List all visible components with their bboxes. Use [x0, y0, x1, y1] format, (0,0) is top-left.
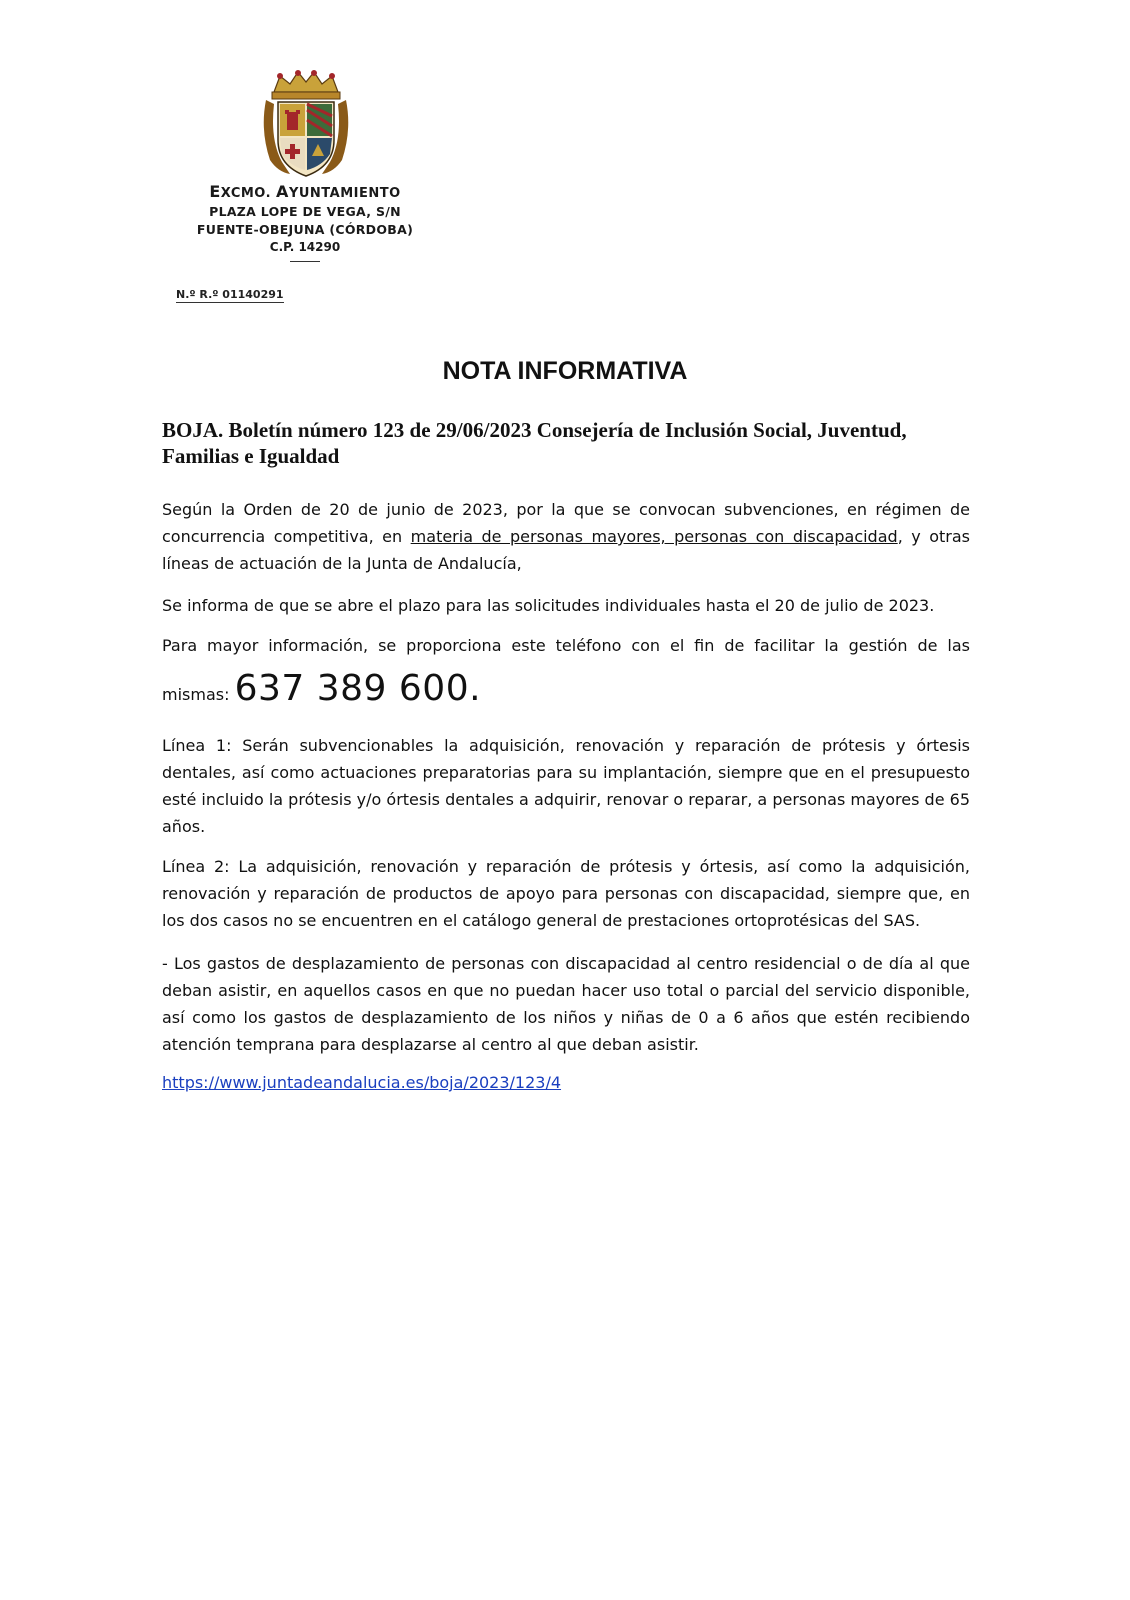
boja-link[interactable]: https://www.juntadeandalucia.es/boja/2023/123/4 — [162, 1073, 562, 1092]
letterhead-text — [170, 182, 440, 262]
boja-heading: BOJA. Boletín número 123 de 29/06/2023 Consejería de Inclusión Social, Juventud, Familias e Igualdad — [162, 418, 907, 468]
coat-of-arms-icon — [260, 70, 352, 180]
paragraph-linea-1: Línea 1: Serán subvencionables la adquisición, renovación y reparación de prótesis y órtesis dentales, así como actuaciones preparatorias para su implantación, siempre que en el presupuesto esté incluido la prótesis y/o órtesis dentales a adquirir, renovar o reparar, a personas mayores de 65 años. — [162, 736, 970, 836]
phone-row — [162, 668, 481, 709]
phone-number: 637 389 600. — [234, 668, 482, 709]
paragraph-plazo: Se informa de que se abre el plazo para las solicitudes individuales hasta el 20 de julio de 2023. — [162, 596, 935, 615]
underlined-subject: materia de personas mayores, personas con discapacidad — [410, 527, 898, 546]
letterhead-divider — [290, 261, 320, 262]
paragraph-linea-2: Línea 2: La adquisición, renovación y reparación de prótesis y órtesis, así como la adquisición, renovación y reparación de productos de apoyo para personas con discapacidad, siempre que, en los dos casos no se encuentren en el catálogo general de prestaciones ortoprotésicas del SAS. — [162, 857, 970, 930]
letterhead-town: FUENTE-OBEJUNA (CÓRDOBA) — [196, 222, 414, 237]
letterhead-address: PLAZA LOPE DE VEGA, S/N — [209, 204, 401, 219]
document-title: NOTA INFORMATIVA — [442, 357, 688, 385]
registry-number: N.º R.º 01140291 — [176, 288, 284, 301]
paragraph-orden: Según la Orden de 20 de junio de 2023, por la que se convocan subvenciones, en régimen de concurrencia competitiva, en materia de personas mayores, personas con discapacidad, y otras líneas de actuación de la Junta de Andalucía, — [162, 500, 971, 573]
letterhead-postal-code: C.P. 14290 — [269, 240, 341, 254]
paragraph-gastos: - Los gastos de desplazamiento de personas con discapacidad al centro residencial o de día al que deban asistir, en aquellos casos en que no puedan hacer uso total o parcial del servicio disponible, así como los gastos de desplazamiento de los niños y niñas de 0 a 6 años que estén recibiendo atención temprana para desplazarse al centro al que deban asistir. — [162, 954, 970, 1054]
phone-lead-text: mismas: — [162, 685, 230, 704]
paragraph-info: Para mayor información, se proporciona este teléfono con el fin de facilitar la gestión de las — [162, 636, 970, 655]
letterhead-institution: EXCMO. AYUNTAMIENTO — [209, 182, 401, 201]
